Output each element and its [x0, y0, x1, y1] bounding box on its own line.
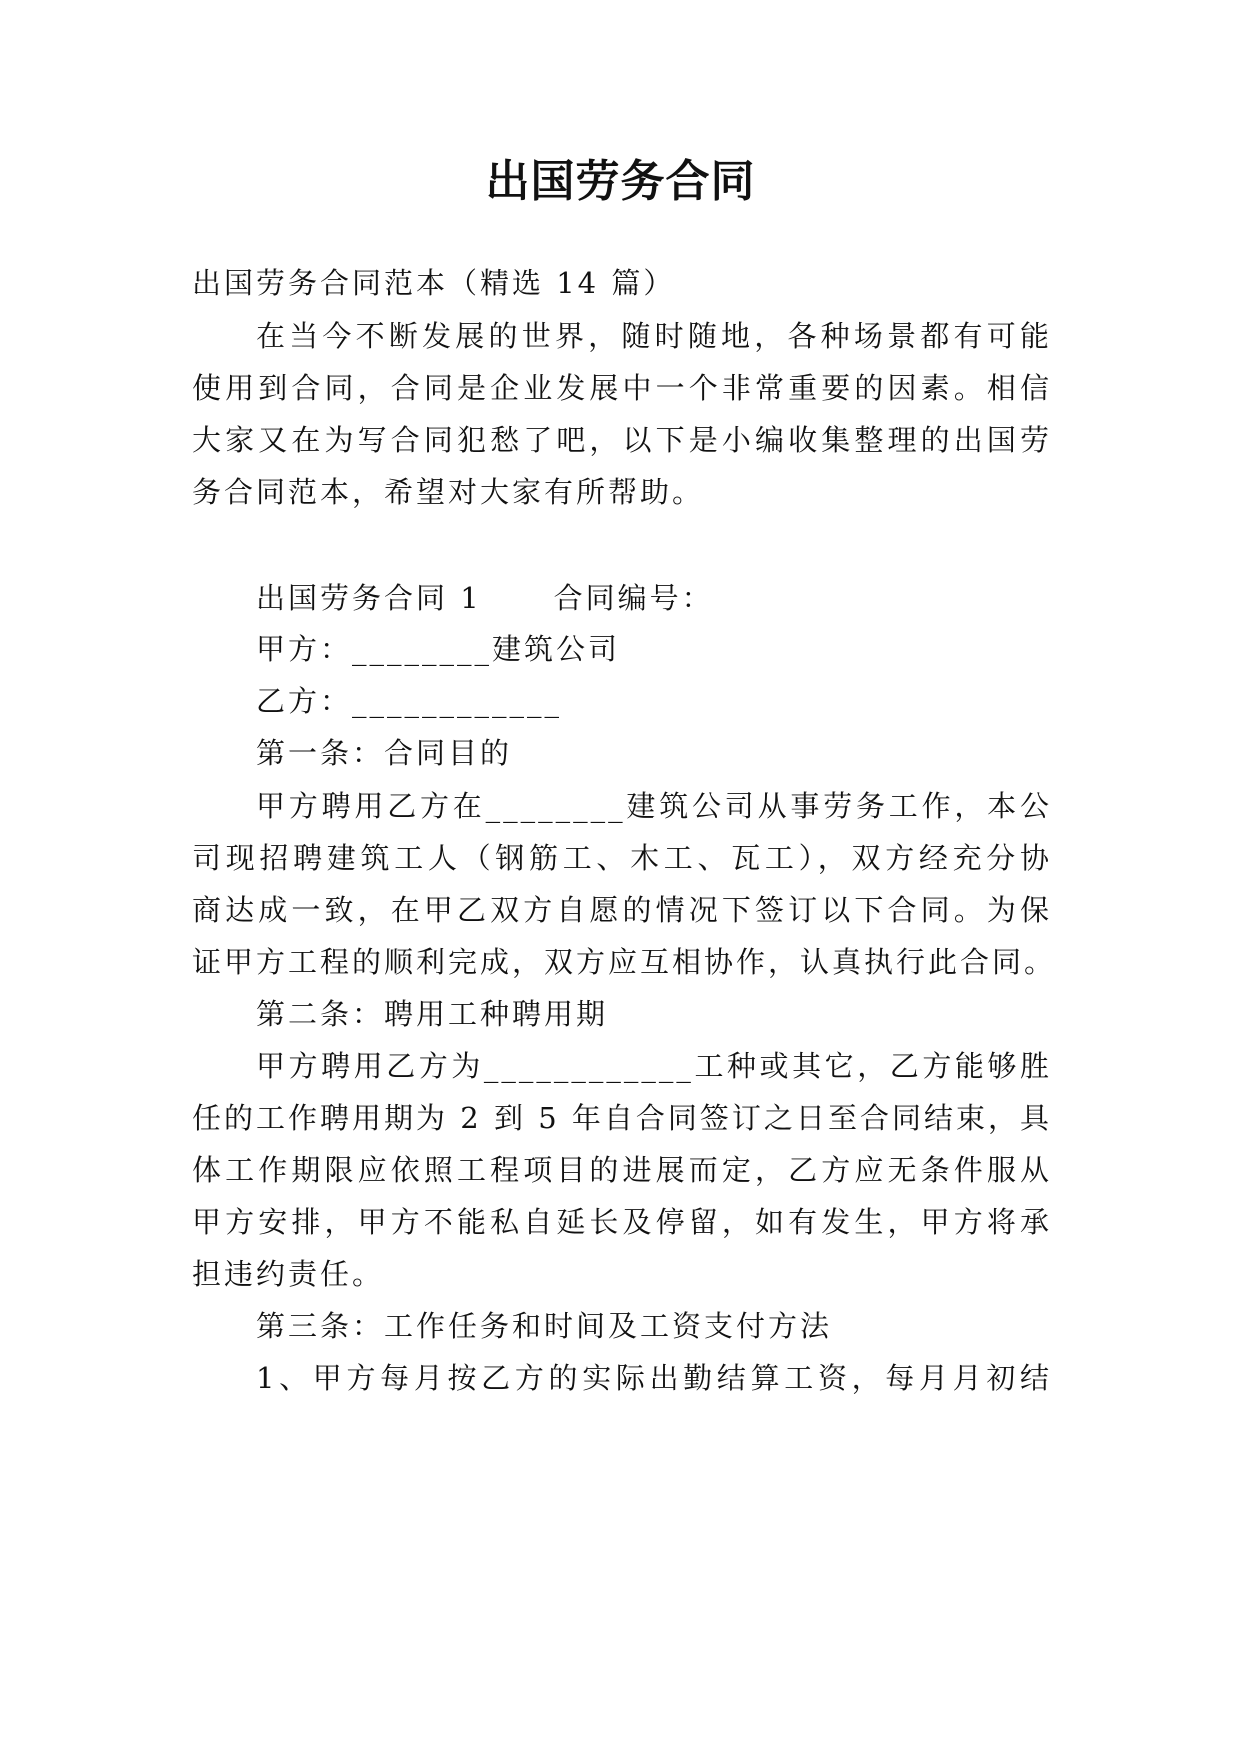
contract-number-label: 合同编号： — [553, 581, 714, 615]
article-3-line: 1、甲方每月按乙方的实际出勤结算工资，每月月初结 — [256, 1361, 1052, 1395]
article-1-line: 甲方聘用乙方在________建筑公司从事劳务工作，本公 — [256, 789, 1052, 823]
article-2-line: 担违约责任。 — [192, 1257, 385, 1291]
document-title: 出国劳务合同 — [485, 156, 756, 207]
article-3-title: 第三条：工作任务和时间及工资支付方法 — [256, 1309, 833, 1343]
party-b-line: 乙方：____________ — [256, 684, 563, 718]
party-a-line: 甲方：________建筑公司 — [256, 632, 621, 666]
article-1-line: 商达成一致，在甲乙双方自愿的情况下签订以下合同。为保 — [192, 893, 1052, 927]
article-2-line: 任的工作聘用期为 2 到 5 年自合同签订之日至合同结束，具 — [192, 1101, 1052, 1135]
contract-heading-row — [256, 578, 1052, 618]
article-2-line: 体工作期限应依照工程项目的进展而定，乙方应无条件服从 — [192, 1153, 1052, 1187]
article-2-line: 甲方安排，甲方不能私自延长及停留，如有发生，甲方将承 — [192, 1205, 1052, 1239]
intro-line: 在当今不断发展的世界，随时随地，各种场景都有可能 — [256, 319, 1052, 353]
intro-line: 使用到合同，合同是企业发展中一个非常重要的因素。相信 — [192, 371, 1052, 405]
article-1-line: 证甲方工程的顺利完成，双方应互相协作，认真执行此合同。 — [192, 945, 1057, 979]
article-1-line: 司现招聘建筑工人（钢筋工、木工、瓦工），双方经充分协 — [192, 841, 1052, 875]
intro-line: 务合同范本，希望对大家有所帮助。 — [192, 475, 705, 509]
article-2-title: 第二条：聘用工种聘用期 — [256, 997, 609, 1031]
intro-line: 大家又在为写合同犯愁了吧，以下是小编收集整理的出国劳 — [192, 423, 1052, 457]
document-subtitle: 出国劳务合同范本（精选 14 篇） — [192, 266, 676, 300]
article-1-title: 第一条：合同目的 — [256, 736, 513, 770]
article-2-line: 甲方聘用乙方为____________工种或其它，乙方能够胜 — [256, 1049, 1052, 1083]
contract-heading: 出国劳务合同 1 — [256, 581, 482, 615]
